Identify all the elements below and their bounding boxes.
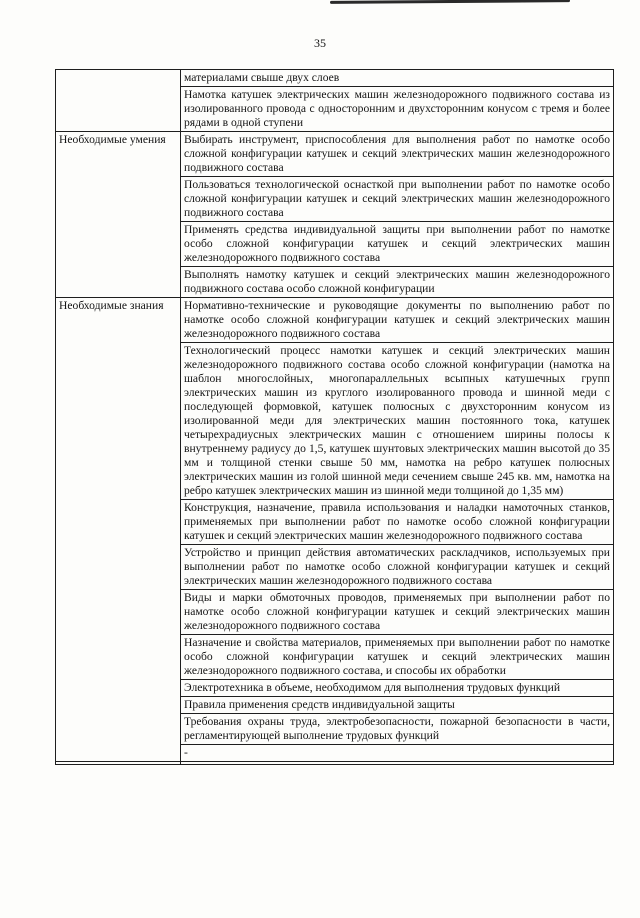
table-cell-text: Назначение и свойства материалов, применяемых при выполнении работ по намотке особо сложной конфигурации катушек и секций электрических машин железнодорожного подвижного состава, и способы их обработки [181,635,614,680]
table-cell-text: Устройство и принцип действия автоматических раскладчиков, используемых при выполнении работ по намотке особо сложной конфигурации катушек и секций электрических машин железнодорожного подвижного состава [181,545,614,590]
table-cell-text: Пользоваться технологической оснасткой при выполнении работ по намотке особо сложной конфигурации катушек и секций электрических машин железнодорожного подвижного состава [181,177,614,222]
page-number: 35 [314,36,326,50]
table-cell-text: Требования охраны труда, электробезопасности, пожарной безопасности в части, регламентирующей выполнение трудовых функций [181,714,614,745]
table-row [56,132,614,177]
row-label-skills: Необходимые умения [56,132,181,298]
table-cell-text: Нормативно-технические и руководящие документы по выполнению работ по намотке особо сложной конфигурации катушек и секций электрических машин железнодорожного подвижного состава [181,298,614,343]
table-cell-text: Электротехника в объеме, необходимом для выполнения трудовых функций [181,680,614,697]
table-cell-text: Применять средства индивидуальной защиты при выполнении работ по намотке особо сложной конфигурации катушек и секций электрических машин железнодорожного подвижного состава [181,222,614,267]
table-cell-text: материалами свыше двух слоев [181,70,614,87]
table-row [56,762,614,765]
table-cell-text: Виды и марки обмоточных проводов, применяемых при выполнении работ по намотке особо сложной конфигурации катушек и секций электрических машин железнодорожного подвижного состава [181,590,614,635]
table-cell-text: Выбирать инструмент, приспособления для выполнения работ по намотке особо сложной конфигурации катушек и секций электрических машин железнодорожного подвижного состава [181,132,614,177]
table-cell-text: Конструкция, назначение, правила использования и наладки намоточных станков, применяемых при выполнении работ по намотке особо сложной конфигурации катушек и секций электрических машин железнодорожного подвижного состава [181,500,614,545]
table-cell-text: Технологический процесс намотки катушек и секций электрических машин железнодорожного подвижного состава особо сложной конфигурации (намотка на шаблон многослойных, многопараллельных всыпных катушечных групп электрических машин из круглого изолированного провода и шинной меди с последующей формовкой, катушек полюсных с двухсторонним конусом из изолированной меди для электрических машин постоянного тока, катушек четырехрадиусных электрических машин с отношением ширины полосы к внутреннему радиусу до 1,5, катушек шунтовых электрических машин высотой до 35 мм и толщиной стенки свыше 50 мм, намотка на ребро катушек полюсных электрических машин из голой шинной меди сечением свыше 245 кв. мм, намотка на ребро катушек электрических машин из шинной меди толщиной до 1,35 мм) [181,343,614,500]
table-cell-text: Намотка катушек электрических машин железнодорожного подвижного состава из изолированного провода с односторонним и двухсторонним конусом с тремя и более рядами в одной ступени [181,87,614,132]
table-cell-text: Правила применения средств индивидуальной защиты [181,697,614,714]
table-row [56,70,614,87]
competency-table [55,69,614,765]
scan-edge-mark [330,0,570,4]
row-label-knowledge: Необходимые знания [56,298,181,762]
row-label-other [56,762,181,765]
row-label-blank [56,70,181,132]
table-row [56,298,614,343]
table-cell-text: - [181,745,614,762]
table-cell-text: Выполнять намотку катушек и секций электрических машин железнодорожного подвижного состава особо сложной конфигурации [181,267,614,298]
table-cell-text [181,762,614,765]
